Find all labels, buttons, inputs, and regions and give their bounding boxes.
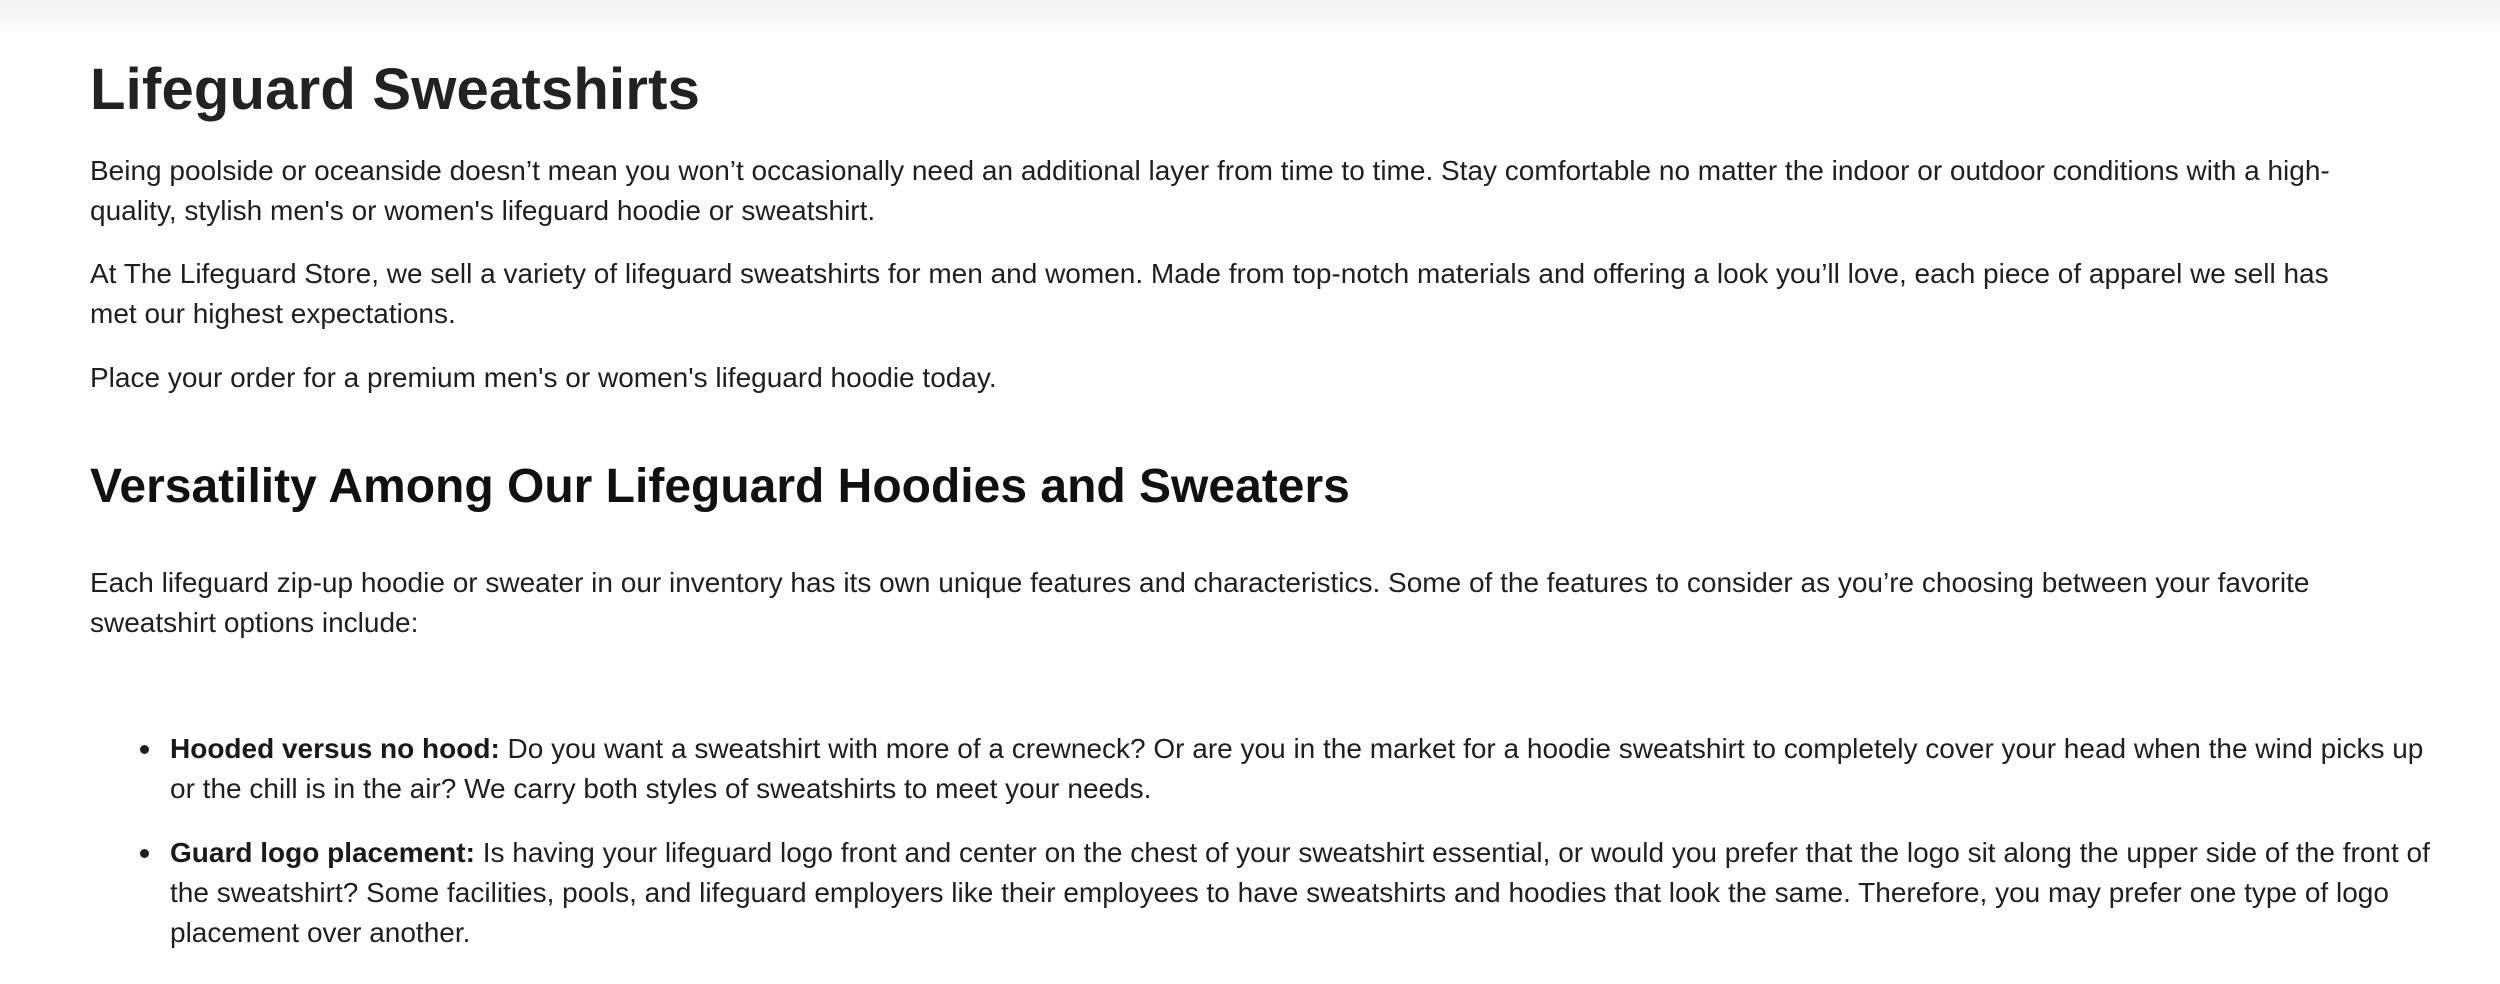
- intro-paragraph-2: At The Lifeguard Store, we sell a variety of lifeguard sweatshirts for men and women. Made from top-notch materials and offering a look you’ll love, each piece of apparel we sell has met our highest expectations.: [90, 258, 2329, 329]
- intro-paragraph-3: Place your order for a premium men's or women's lifeguard hoodie today.: [90, 362, 997, 393]
- bullet-icon: [140, 745, 149, 754]
- feature-text: Is having your lifeguard logo front and center on the chest of your sweatshirt essential, or would you prefer that the logo sit along the upper side of the front of the sweatshirt? Some facilities, pools, and lifeguard employers like their employees to have sweatshirts and hoodies that look the same. Therefore, you may prefer one type of logo placement over another.: [170, 837, 2430, 948]
- feature-text: Do you want a sweatshirt with more of a crewneck? Or are you in the market for a hoodie sweatshirt to completely cover your head when the wind picks up or the chill is in the air? We carry both styles of sweatshirts to meet your needs.: [170, 733, 2424, 804]
- list-item: [170, 833, 2430, 953]
- section-intro-paragraph: Each lifeguard zip-up hoodie or sweater in our inventory has its own unique features and characteristics. Some of the features to consider as you’re choosing between your favorite sweatshirt options include:: [90, 567, 2310, 638]
- feature-list: [90, 729, 2430, 977]
- header-shadow: [0, 0, 2500, 40]
- page-title: Lifeguard Sweatshirts: [90, 57, 701, 122]
- feature-label: Hooded versus no hood:: [170, 733, 500, 764]
- intro-paragraph-1: Being poolside or oceanside doesn’t mean you won’t occasionally need an additional layer from time to time. Stay comfortable no matter the indoor or outdoor conditions with a high-quality, stylish men's or women's lifeguard hoodie or sweatshirt.: [90, 155, 2330, 226]
- list-item: [170, 729, 2430, 809]
- bullet-icon: [140, 849, 149, 858]
- section-heading: Versatility Among Our Lifeguard Hoodies and Sweaters: [90, 460, 1350, 513]
- feature-label: Guard logo placement:: [170, 837, 475, 868]
